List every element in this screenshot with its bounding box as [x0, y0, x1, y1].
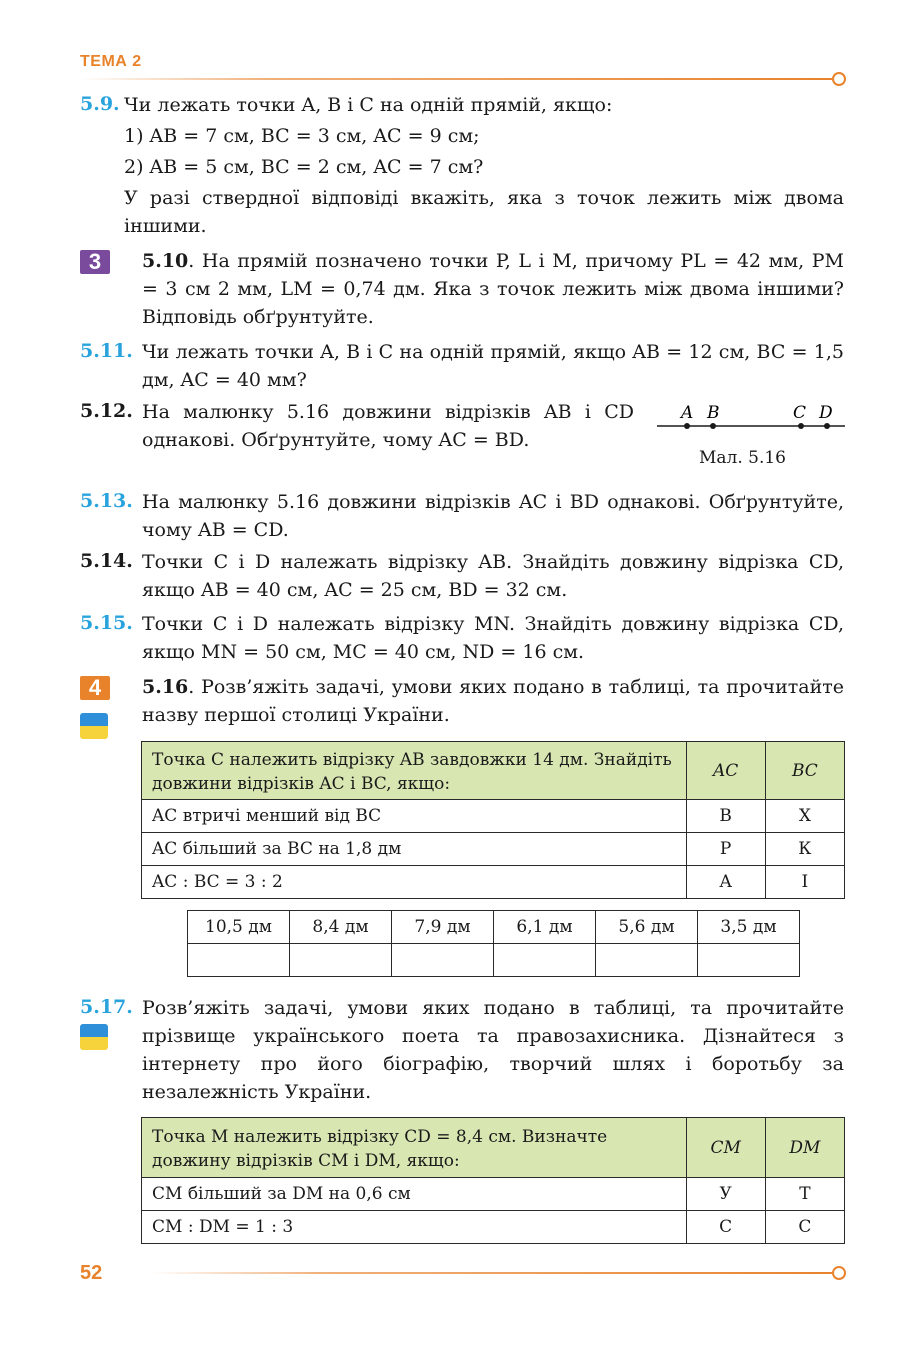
table-row-letter-dm: С: [765, 1211, 844, 1244]
point-d-label: D: [819, 403, 833, 423]
table-row: [142, 1178, 845, 1211]
point-c: [798, 423, 804, 429]
point-b: [710, 423, 716, 429]
footer-rule-end: [832, 1266, 846, 1280]
answer-value: 10,5 дм: [188, 911, 290, 944]
table-row-letter-cm: С: [686, 1211, 765, 1244]
problem-number-5-9: 5.9.: [80, 93, 120, 115]
table-row-condition: CM більший за DM на 0,6 см: [142, 1178, 687, 1211]
table-row-condition: CM : DM = 1 : 3: [142, 1211, 687, 1244]
point-d: [824, 423, 830, 429]
answer-grid-5-16: [187, 910, 800, 977]
table-col-bc: BC: [765, 742, 844, 800]
figure-5-16: [655, 400, 845, 470]
problem-5-16-table: [141, 741, 845, 899]
ukraine-flag-icon: [80, 1024, 108, 1050]
footer-rule: [150, 1272, 832, 1274]
table-row-letter-bc: І: [765, 866, 844, 899]
problem-5-16-text: [142, 673, 844, 729]
difficulty-level-3-badge: 3: [80, 250, 110, 274]
table-row-letter-ac: В: [686, 800, 765, 833]
topic-label: ТЕМА 2: [80, 53, 142, 70]
figure-caption: Мал. 5.16: [699, 448, 787, 468]
problem-5-11-text: Чи лежать точки A, B і C на одній прямій, якщо AB = 12 см, BC = 1,5 дм, AC = 40 мм?: [142, 341, 844, 391]
table-row-letter-ac: Р: [686, 833, 765, 866]
table-row: [142, 1211, 845, 1244]
segment-figure: [655, 400, 845, 440]
point-a-label: A: [681, 403, 694, 423]
table-row: [142, 866, 845, 899]
ukraine-flag-icon: [80, 713, 108, 739]
table-row-condition: AC : BC = 3 : 2: [142, 866, 687, 899]
problem-number-5-15: 5.15.: [80, 612, 133, 634]
problem-5-9-line4: У разі ствердної відповіді вкажіть, яка з точок лежить між двома іншими.: [124, 187, 844, 237]
problem-number-5-14: 5.14.: [80, 550, 133, 572]
answer-letter-cell[interactable]: [698, 944, 800, 977]
problem-5-14-text: Точки C і D належать відрізку AB. Знайдіть довжину відрізка CD, якщо AB = 40 см, AC = 25 см, BD = 32 см.: [142, 551, 844, 601]
problem-5-13-text: На малюнку 5.16 довжини відрізків AC і BD однакові. Обґрунтуйте, чому AB = CD.: [142, 491, 844, 541]
point-a: [684, 423, 690, 429]
answer-letter-cell[interactable]: [290, 944, 392, 977]
table-row-condition: AC втричі менший від BC: [142, 800, 687, 833]
problem-5-9-line3: 2) AB = 5 см, BC = 2 см, AC = 7 см?: [124, 156, 484, 178]
page-number: 52: [80, 1262, 103, 1284]
difficulty-level-4-badge: 4: [80, 676, 110, 700]
table-row-letter-ac: А: [686, 866, 765, 899]
problem-5-17-table: [141, 1117, 845, 1244]
problem-5-12-text: На малюнку 5.16 довжини відрізків AB і CD однакові. Обґрунтуйте, чому AC = BD.: [142, 401, 634, 451]
table-row-condition: AC більший за BC на 1,8 дм: [142, 833, 687, 866]
problem-5-10-body: . На прямій позначено точки P, L і M, причому PL = 42 мм, PM = 3 см 2 мм, LM = 0,74 дм. Яка з точок лежить між двома іншими? Відповідь обґрунтуйте.: [142, 250, 844, 328]
table-row-letter-dm: Т: [765, 1178, 844, 1211]
table-col-cm: CM: [686, 1118, 765, 1178]
problem-number-5-16: 5.16: [142, 676, 189, 698]
problem-5-15-text: Точки C і D належать відрізку MN. Знайдіть довжину відрізка CD, якщо MN = 50 см, MC = 40 см, ND = 16 см.: [142, 613, 844, 663]
problem-number-5-10: 5.10: [142, 250, 189, 272]
answer-letter-cell[interactable]: [188, 944, 290, 977]
problem-5-9-line2: 1) AB = 7 см, BC = 3 см, AC = 9 см;: [124, 125, 480, 147]
problem-number-5-11: 5.11.: [80, 340, 133, 362]
problem-5-17-text: Розв’яжіть задачі, умови яких подано в таблиці, та прочитайте прізвище українського поета та правозахисника. Дізнайтеся з інтернету про його біографію, творчий шлях і боротьбу за незалежність України.: [142, 997, 844, 1103]
answer-value: 5,6 дм: [596, 911, 698, 944]
point-b-label: B: [707, 403, 720, 423]
problem-number-5-12: 5.12.: [80, 400, 133, 422]
table-row-letter-bc: Х: [765, 800, 844, 833]
table-row: [142, 833, 845, 866]
table-row-letter-cm: У: [686, 1178, 765, 1211]
problem-5-16-body: . Розв’яжіть задачі, умови яких подано в таблиці, та прочитайте назву першої столиці України.: [142, 676, 844, 726]
table-col-ac: AC: [686, 742, 765, 800]
problem-number-5-17: 5.17.: [80, 996, 133, 1018]
header-rule-end: [832, 72, 846, 86]
answer-letter-cell[interactable]: [494, 944, 596, 977]
answer-value: 3,5 дм: [698, 911, 800, 944]
table-condition-header: Точка M належить відрізку CD = 8,4 см. Визначте довжину відрізків CM і DM, якщо:: [142, 1118, 687, 1178]
answer-value: 7,9 дм: [392, 911, 494, 944]
table-condition-header: Точка C належить відрізку AB завдовжки 14 дм. Знайдіть довжини відрізків AC і BC, якщо:: [142, 742, 687, 800]
header-rule: [80, 78, 832, 80]
problem-5-9-text: [124, 91, 844, 240]
answer-letter-cell[interactable]: [392, 944, 494, 977]
problem-5-10-text: [142, 247, 844, 331]
answer-value: 6,1 дм: [494, 911, 596, 944]
problem-5-9-line1: Чи лежать точки A, B і C на одній прямій, якщо:: [124, 94, 613, 116]
answer-value: 8,4 дм: [290, 911, 392, 944]
problem-number-5-13: 5.13.: [80, 490, 133, 512]
table-row-letter-bc: К: [765, 833, 844, 866]
answer-letter-cell[interactable]: [596, 944, 698, 977]
table-col-dm: DM: [765, 1118, 844, 1178]
point-c-label: C: [793, 403, 807, 423]
table-row: [142, 800, 845, 833]
